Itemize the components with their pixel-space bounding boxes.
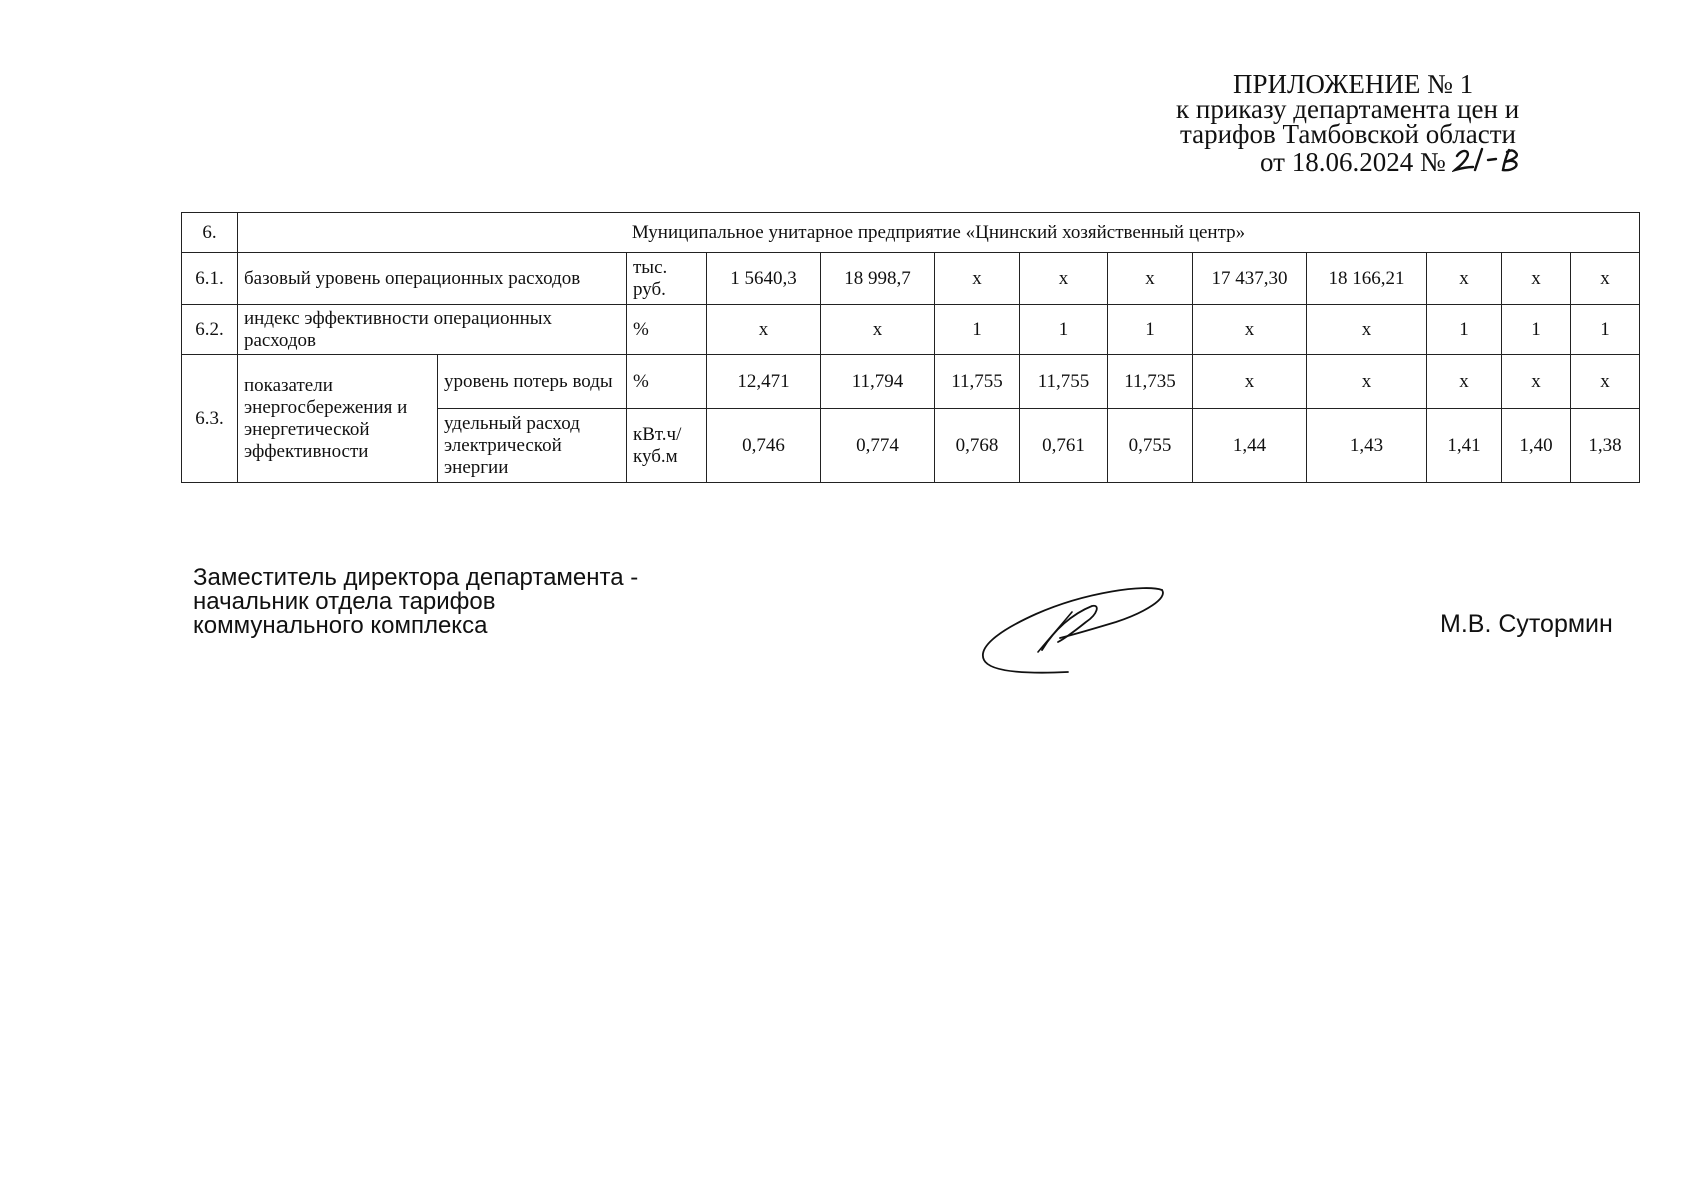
value-cell: 11,794 [821,355,935,409]
signatory-position-line-2: начальник отдела тарифов [193,588,496,615]
signatory-position-line-1: Заместитель директора департамента - [193,564,639,591]
value-cell: 1 [1427,305,1502,355]
value-cell: х [1427,355,1502,409]
value-cell: х [707,305,821,355]
handwritten-signature-icon [976,578,1176,678]
value-cell: 1,40 [1502,409,1571,483]
appendix-title: ПРИЛОЖЕНИЕ № 1 [1233,69,1474,99]
section-title: Муниципальное унитарное предприятие «Цнинский хозяйственный центр» [238,213,1640,253]
signatory-position-line-3: коммунального комплекса [193,612,488,639]
subrow-label: удельный расход электрической энергии [438,409,627,483]
value-cell: 1 [1502,305,1571,355]
value-cell: 0,746 [707,409,821,483]
row-label: базовый уровень операционных расходов [238,253,627,305]
value-cell: х [1307,355,1427,409]
value-cell: 1 [935,305,1020,355]
value-cell: 18 166,21 [1307,253,1427,305]
row-number: 6.3. [182,355,238,483]
row-label: индекс эффективности операционных расходов [238,305,627,355]
value-cell: 1,38 [1571,409,1640,483]
value-cell: 1 [1020,305,1108,355]
value-cell: 11,755 [1020,355,1108,409]
value-cell: 12,471 [707,355,821,409]
value-cell: 0,774 [821,409,935,483]
value-cell: х [821,305,935,355]
section-number: 6. [182,213,238,253]
value-cell: 11,755 [935,355,1020,409]
value-cell: 0,761 [1020,409,1108,483]
order-reference-line-1: к приказу департамента цен и [1176,94,1520,124]
indicators-table [181,212,1640,483]
signer-name: М.В. Сутормин [1440,610,1613,638]
value-cell: х [1193,355,1307,409]
row-unit: кВт.ч/ куб.м [627,409,707,483]
row-unit: тыс. руб. [627,253,707,305]
value-cell: х [1571,253,1640,305]
value-cell: 1,44 [1193,409,1307,483]
row-unit: % [627,355,707,409]
value-cell: х [1307,305,1427,355]
value-cell: 17 437,30 [1193,253,1307,305]
value-cell: х [1427,253,1502,305]
row-unit: % [627,305,707,355]
table-row [182,355,1640,409]
value-cell: 1,43 [1307,409,1427,483]
appendix-header [1150,69,1550,177]
value-cell: 0,755 [1108,409,1193,483]
row-number: 6.2. [182,305,238,355]
handwritten-order-number-icon [1452,147,1530,173]
value-cell: 11,735 [1108,355,1193,409]
value-cell: х [1108,253,1193,305]
value-cell: 18 998,7 [821,253,935,305]
table-row [182,213,1640,253]
row-label: показатели энергосбережения и энергетической эффективности [238,355,438,483]
value-cell: х [1502,253,1571,305]
signatory-position [193,566,638,638]
value-cell: х [1020,253,1108,305]
row-number: 6.1. [182,253,238,305]
handwritten-order-number [1452,147,1530,177]
order-date: от 18.06.2024 № [1260,147,1446,177]
subrow-label: уровень потерь воды [438,355,627,409]
value-cell: 0,768 [935,409,1020,483]
order-date-line [1260,147,1550,177]
value-cell: 1,41 [1427,409,1502,483]
value-cell: 1 [1571,305,1640,355]
order-reference-line-2: тарифов Тамбовской области [1180,119,1516,149]
value-cell: х [935,253,1020,305]
value-cell: х [1502,355,1571,409]
value-cell: х [1193,305,1307,355]
value-cell: х [1571,355,1640,409]
value-cell: 1 [1108,305,1193,355]
table-row [182,305,1640,355]
table-row [182,253,1640,305]
value-cell: 1 5640,3 [707,253,821,305]
